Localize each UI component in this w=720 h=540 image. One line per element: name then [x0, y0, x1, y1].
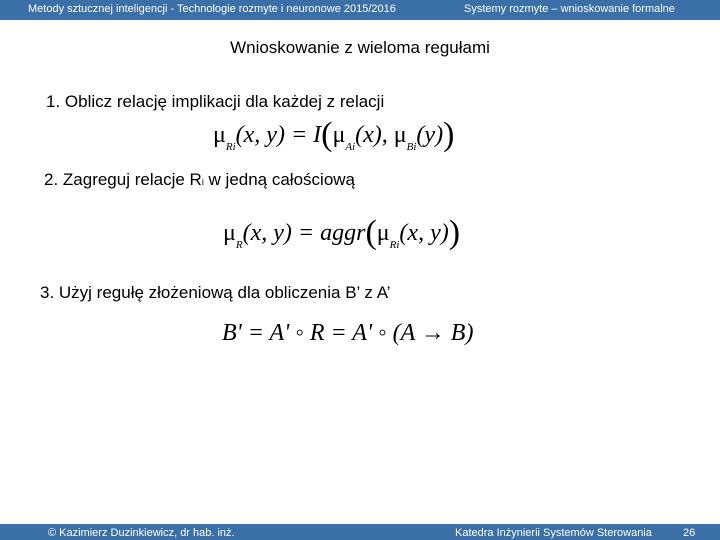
formula-subscript-a: Ai: [345, 141, 356, 153]
formula-paren-close: ): [448, 214, 461, 251]
footer-department: Katedra Inżynierii Systemów Sterowania: [455, 527, 652, 539]
step-3-text: 3. Użyj regułę złożeniową dla obliczenia B’ z A’: [40, 283, 391, 302]
step-2-pre: 2. Zagreguj relacje R: [44, 170, 202, 189]
formula-paren: (: [321, 116, 333, 153]
formula-inner-subscript: Ri: [389, 239, 400, 251]
formula-y: (y): [416, 122, 444, 148]
formula-implication: [213, 116, 454, 154]
step-2-subscript: i: [201, 177, 204, 187]
header-course-title: Metody sztucznej inteligencji - Technologie rozmyte i neuronowe 2015/2016: [28, 3, 396, 15]
formula-mu: μ: [213, 122, 226, 148]
formula-body: (x, y) = I: [235, 122, 322, 148]
formula-body: (x, y) = aggr: [242, 220, 366, 246]
formula-aggregation: [223, 214, 460, 252]
page-number: 26: [683, 527, 696, 539]
footer-bar: [0, 524, 720, 540]
step-2-post: w jedną całościową: [203, 170, 356, 189]
formula-paren-close: ): [443, 116, 455, 153]
formula-x: (x),: [355, 122, 388, 148]
step-1-text: 1. Oblicz relację implikacji dla każdej z relacji: [46, 92, 385, 111]
formula-composition: [222, 320, 473, 347]
formula-inner-mu: μ: [376, 220, 390, 246]
slide-title: Wnioskowanie z wieloma regułami: [230, 38, 490, 57]
formula-subscript: Ri: [225, 141, 236, 153]
header-bar: [0, 0, 720, 20]
formula-mu: μ: [223, 220, 236, 246]
formula-mu-b: μ: [393, 122, 407, 148]
formula-subscript: R: [235, 239, 243, 251]
formula-paren: (: [365, 214, 377, 251]
footer-author: © Kazimierz Duzinkiewicz, dr hab. inż.: [48, 527, 235, 539]
header-section-title: Systemy rozmyte – wnioskowanie formalne: [464, 3, 675, 15]
step-2-text: [44, 170, 355, 190]
formula-mu-a: μ: [332, 122, 346, 148]
formula-subscript-b: Bi: [406, 141, 417, 153]
formula-tail: (x, y): [399, 220, 449, 246]
formula-composition-text: B' = A' ◦ R = A' ◦ (A → B): [222, 320, 474, 346]
